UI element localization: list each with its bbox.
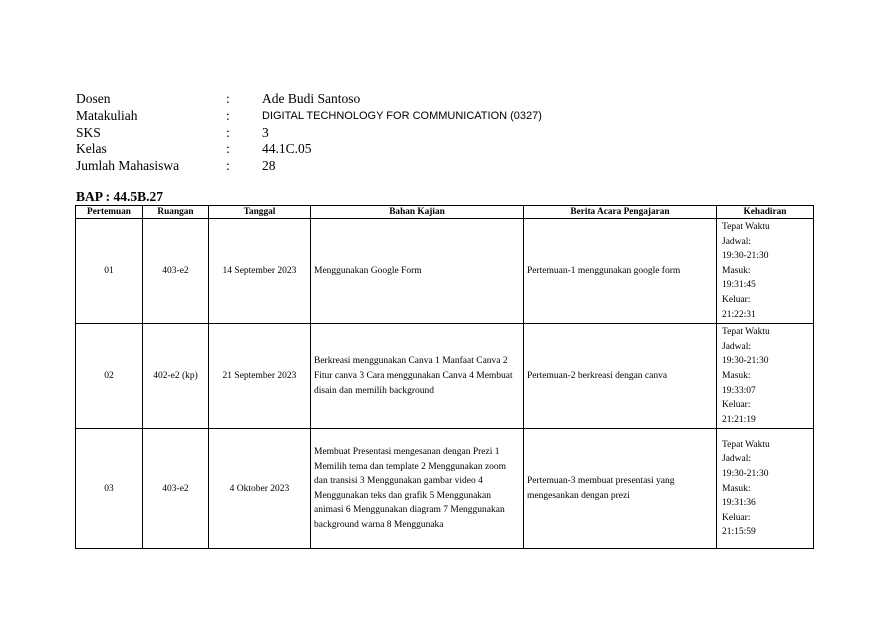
header-tanggal: Tanggal [209, 206, 311, 219]
cell-tanggal: 14 September 2023 [209, 219, 311, 324]
keluar-label: Keluar: [722, 294, 751, 305]
attendance-status: Tepat Waktu [722, 327, 770, 338]
masuk-label: Masuk: [722, 483, 751, 494]
colon: : [226, 158, 230, 174]
cell-kehadiran [717, 324, 814, 429]
keluar-label: Keluar: [722, 512, 751, 523]
cell-kehadiran [717, 429, 814, 549]
attendance-table [75, 205, 814, 549]
cell-ruangan: 403-e2 [143, 429, 209, 549]
table-row [76, 429, 814, 549]
table-row [76, 219, 814, 324]
cell-bahan-kajian: Membuat Presentasi mengesanan dengan Prezi 1 Memilih tema dan template 2 Menggunakan zoom dan transisi 3 Menggunakan gambar video 4 Menggunakan teks dan grafik 5 Menggunakan animasi 6 Menggunakan diagram 7 Menggunakan background warna 8 Menggunaka [311, 429, 524, 549]
jadwal-value: 19:30-21:30 [722, 251, 769, 262]
header-berita-acara: Berita Acara Pengajaran [524, 206, 717, 219]
masuk-value: 19:31:45 [722, 280, 756, 291]
dosen-label: Dosen [76, 91, 111, 106]
sks-label: SKS [76, 124, 101, 140]
cell-tanggal: 4 Oktober 2023 [209, 429, 311, 549]
keluar-label: Keluar: [722, 400, 751, 411]
jadwal-value: 19:30-21:30 [722, 468, 769, 479]
jadwal-label: Jadwal: [722, 341, 752, 352]
masuk-label: Masuk: [722, 370, 751, 381]
cell-pertemuan: 03 [76, 429, 143, 549]
masuk-label: Masuk: [722, 265, 751, 276]
jumlah-mahasiswa-label: Jumlah Mahasiswa [76, 158, 180, 174]
jadwal-value: 19:30-21:30 [722, 356, 769, 367]
matakuliah-value: DIGITAL TECHNOLOGY FOR COMMUNICATION (0327) [262, 109, 542, 122]
colon: : [226, 124, 230, 140]
sks-value: 3 [262, 124, 269, 140]
colon: : [226, 107, 230, 123]
matakuliah-label: Matakuliah [76, 107, 138, 123]
dosen-value: Ade Budi Santoso [262, 91, 361, 106]
keluar-value: 21:22:31 [722, 309, 756, 320]
bap-title: BAP : 44.5B.27 [76, 189, 164, 204]
header-bahan-kajian: Bahan Kajian [311, 206, 524, 219]
keluar-value: 21:21:19 [722, 414, 756, 425]
masuk-value: 19:33:07 [722, 385, 756, 396]
header-pertemuan: Pertemuan [76, 206, 143, 219]
attendance-status: Tepat Waktu [722, 222, 770, 232]
kelas-label: Kelas [76, 141, 107, 157]
jadwal-label: Jadwal: [722, 236, 752, 247]
cell-ruangan: 403-e2 [143, 219, 209, 324]
cell-bahan-kajian: Menggunakan Google Form [311, 219, 524, 324]
header-kehadiran: Kehadiran [717, 206, 814, 219]
table-header-row [76, 206, 814, 219]
colon: : [226, 91, 230, 106]
cell-berita-acara: Pertemuan-1 menggunakan google form [524, 219, 717, 324]
cell-ruangan: 402-e2 (kp) [143, 324, 209, 429]
cell-kehadiran [717, 219, 814, 324]
colon: : [226, 141, 230, 157]
cell-tanggal: 21 September 2023 [209, 324, 311, 429]
table-row [76, 324, 814, 429]
jadwal-label: Jadwal: [722, 454, 752, 465]
cell-berita-acara: Pertemuan-2 berkreasi dengan canva [524, 324, 717, 429]
cell-pertemuan: 02 [76, 324, 143, 429]
jumlah-mahasiswa-value: 28 [262, 158, 276, 174]
keluar-value: 21:15:59 [722, 527, 756, 538]
cell-bahan-kajian: Berkreasi menggunakan Canva 1 Manfaat Canva 2 Fitur canva 3 Cara menggunakan Canva 4 Membuat disain dan memilih background [311, 324, 524, 429]
cell-pertemuan: 01 [76, 219, 143, 324]
cell-berita-acara: Pertemuan-3 membuat presentasi yang mengesankan dengan prezi [524, 429, 717, 549]
kelas-value: 44.1C.05 [262, 141, 312, 157]
attendance-status: Tepat Waktu [722, 439, 770, 450]
header-ruangan: Ruangan [143, 206, 209, 219]
masuk-value: 19:31:36 [722, 498, 756, 509]
